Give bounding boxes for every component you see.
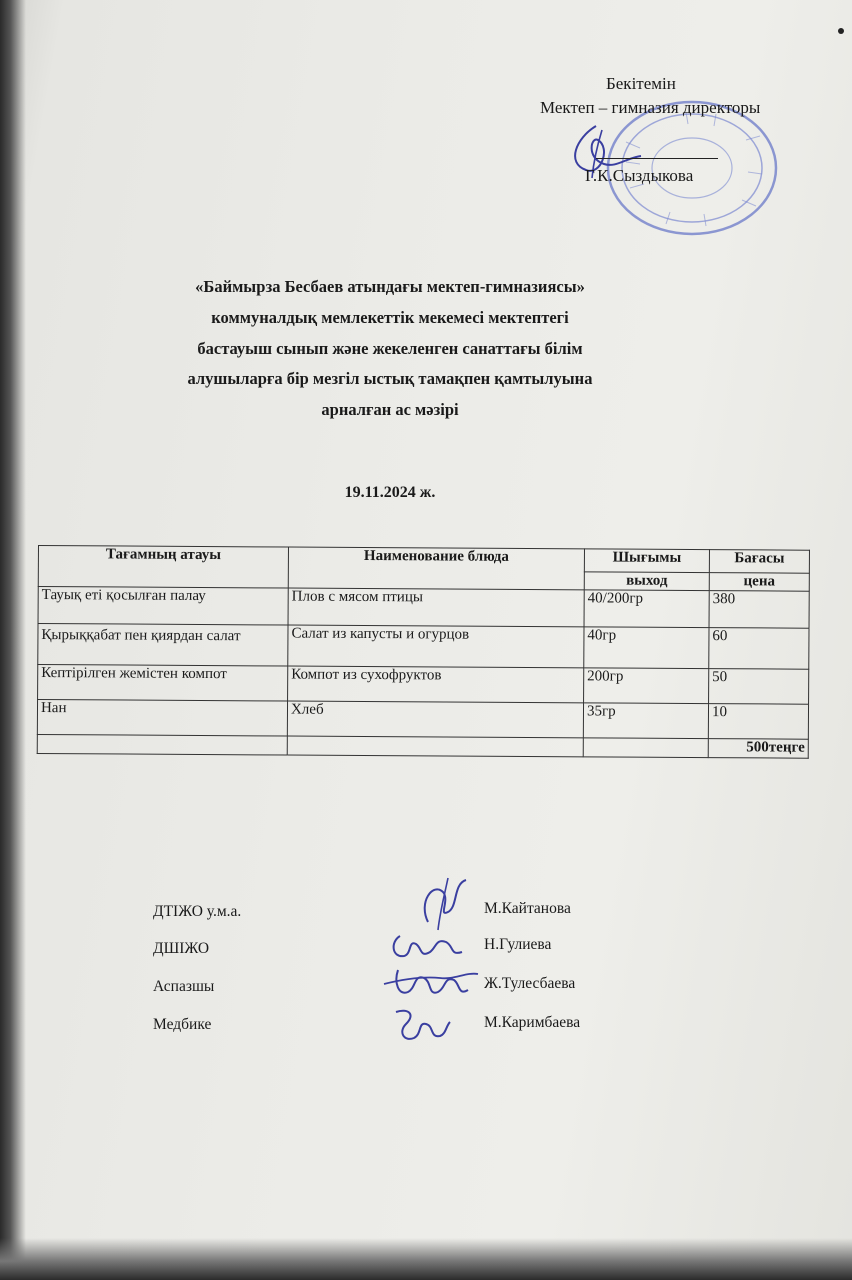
dish-price: 380 — [709, 591, 809, 629]
document-date: 19.11.2024 ж. — [344, 484, 436, 501]
director-name: Г.К.Сыздыкова — [585, 166, 694, 185]
approve-word: Бекітемін — [606, 74, 676, 93]
title-line: «Баймырза Бесбаев атындағы мектеп-гимназиясы» — [195, 277, 585, 296]
table-row — [38, 624, 809, 670]
scan-mark — [838, 28, 844, 34]
staff-name: Н.Гулиева — [484, 936, 552, 953]
scan-shadow-left — [0, 0, 26, 1280]
dish-price: 60 — [709, 628, 809, 670]
table-header-row — [38, 546, 809, 574]
dish-price: 50 — [709, 669, 809, 705]
table-row — [38, 665, 809, 705]
dish-name-ru: Салат из капусты и огурцов — [288, 625, 584, 668]
document-title — [120, 272, 660, 426]
title-line: арналған ас мәзірі — [321, 400, 459, 420]
staff-role: Аспазшы — [153, 978, 215, 995]
table-row — [37, 700, 808, 740]
staff-role: Медбике — [153, 1016, 212, 1033]
dish-name-kz: Тауық еті қосылған палау — [38, 587, 288, 626]
header-name-kz: Тағамның атауы — [38, 546, 288, 589]
table-total-row — [37, 734, 808, 758]
dish-name-ru: Плов с мясом птицы — [288, 588, 584, 627]
menu-table — [37, 545, 810, 759]
signature-icon — [380, 962, 480, 1006]
header-price-ru: цена — [709, 573, 809, 592]
title-line: алушыларға бір мезгіл ыстық тамақпен қамтылуына — [187, 369, 593, 389]
dish-output: 200гр — [584, 668, 709, 704]
header-output-ru: выход — [584, 572, 709, 591]
dish-name-kz: Кептірілген жемістен компот — [38, 665, 288, 702]
staff-name: М.Каримбаева — [484, 1014, 581, 1031]
dish-output: 40гр — [584, 627, 709, 669]
header-output-kz: Шығымы — [584, 549, 709, 573]
staff-role: ДШІЖО — [153, 940, 210, 957]
scan-shadow-bottom — [0, 1238, 852, 1280]
staff-name: М.Кайтанова — [484, 900, 571, 917]
header-price-kz: Бағасы — [709, 550, 809, 574]
staff-role: ДТІЖО у.м.а. — [153, 903, 242, 920]
signature-icon — [388, 1002, 452, 1048]
director-position: Мектеп – гимназия директоры — [540, 98, 761, 117]
staff-name: Ж.Тулесбаева — [484, 975, 576, 992]
header-name-ru: Наименование блюда — [288, 547, 584, 590]
dish-name-kz: Нан — [37, 700, 287, 737]
dish-price: 10 — [708, 704, 808, 740]
table-row — [38, 587, 809, 629]
title-line: коммуналдық мемлекеттік мекемесі мектептегі — [211, 307, 569, 327]
dish-name-ru: Хлеб — [287, 701, 583, 738]
dish-name-ru: Компот из сухофруктов — [288, 666, 584, 703]
signature-line — [596, 158, 718, 159]
dish-output: 40/200гр — [584, 590, 709, 628]
dish-output: 35гр — [583, 703, 708, 739]
title-line: бастауыш сынып және жекеленген санаттағы білім — [197, 338, 583, 358]
dish-name-kz: Қырыққабат пен қиярдан салат — [38, 624, 288, 667]
total-price: 500теңге — [708, 739, 808, 759]
